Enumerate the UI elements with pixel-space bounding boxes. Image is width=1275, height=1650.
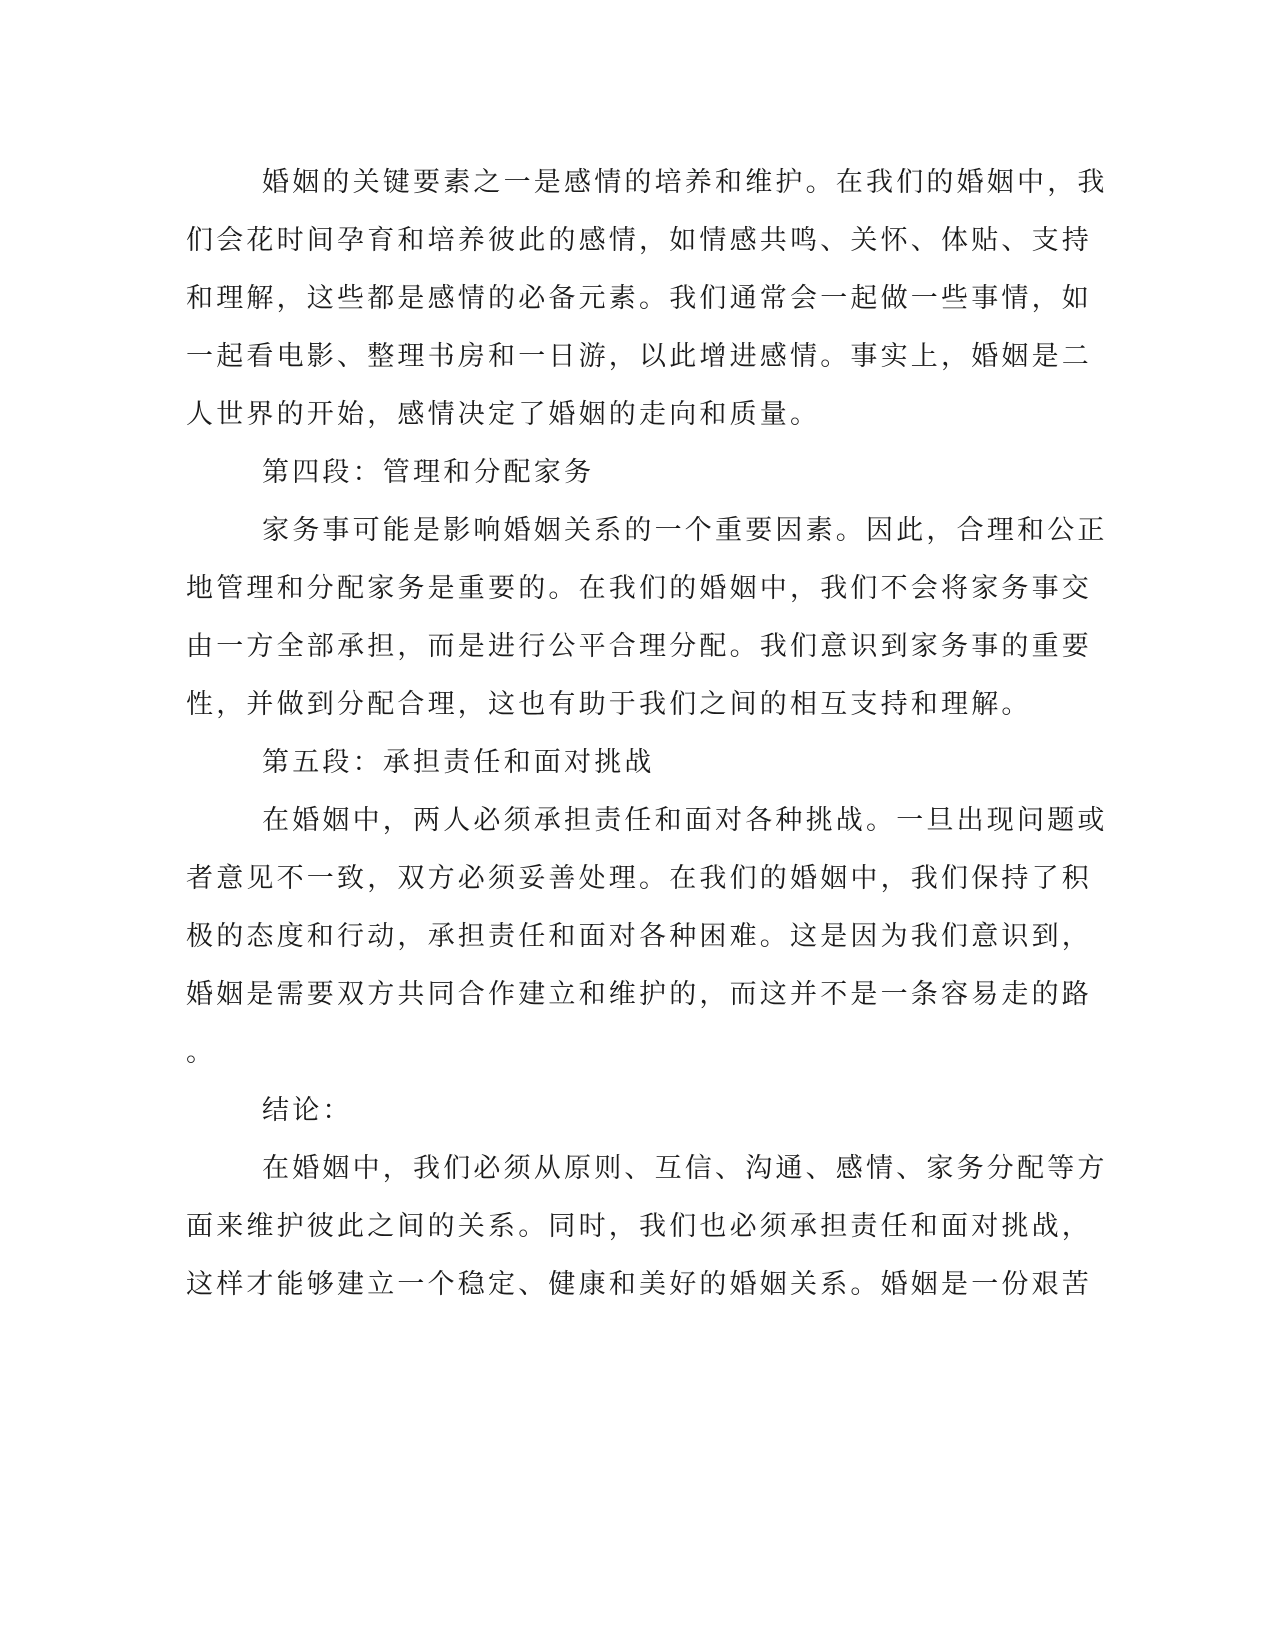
heading-text: 结论：: [262, 1095, 353, 1126]
text-line: 性，并做到分配合理，这也有助于我们之间的相互支持和理解。: [186, 689, 1032, 720]
text-line: 者意见不一致，双方必须妥善处理。在我们的婚姻中，我们保持了积: [186, 863, 1092, 894]
text-line: 婚姻是需要双方共同合作建立和维护的，而这并不是一条容易走的路: [186, 979, 1092, 1010]
text-line: 这样才能够建立一个稳定、健康和美好的婚姻关系。婚姻是一份艰苦: [186, 1269, 1092, 1300]
heading-text: 第四段：管理和分配家务: [262, 457, 595, 488]
text-line: 们会花时间孕育和培养彼此的感情，如情感共鸣、关怀、体贴、支持: [186, 225, 1092, 256]
text-line: 由一方全部承担，而是进行公平合理分配。我们意识到家务事的重要: [186, 631, 1092, 662]
text-line: 人世界的开始，感情决定了婚姻的走向和质量。: [186, 399, 821, 430]
text-line: 在婚姻中，两人必须承担责任和面对各种挑战。一旦出现问题或: [262, 805, 1108, 836]
text-line: 面来维护彼此之间的关系。同时，我们也必须承担责任和面对挑战，: [186, 1211, 1092, 1242]
text-line: 和理解，这些都是感情的必备元素。我们通常会一起做一些事情，如: [186, 283, 1092, 314]
text-line: 婚姻的关键要素之一是感情的培养和维护。在我们的婚姻中，我: [262, 167, 1108, 198]
heading-text: 第五段：承担责任和面对挑战: [262, 747, 655, 778]
text-line: 家务事可能是影响婚姻关系的一个重要因素。因此，合理和公正: [262, 515, 1108, 546]
text-line: 在婚姻中，我们必须从原则、互信、沟通、感情、家务分配等方: [262, 1153, 1108, 1184]
text-line: 。: [186, 1037, 217, 1068]
text-line: 一起看电影、整理书房和一日游，以此增进感情。事实上，婚姻是二: [186, 341, 1092, 372]
text-line: 极的态度和行动，承担责任和面对各种困难。这是因为我们意识到，: [186, 921, 1092, 952]
text-line: 地管理和分配家务是重要的。在我们的婚姻中，我们不会将家务事交: [186, 573, 1092, 604]
